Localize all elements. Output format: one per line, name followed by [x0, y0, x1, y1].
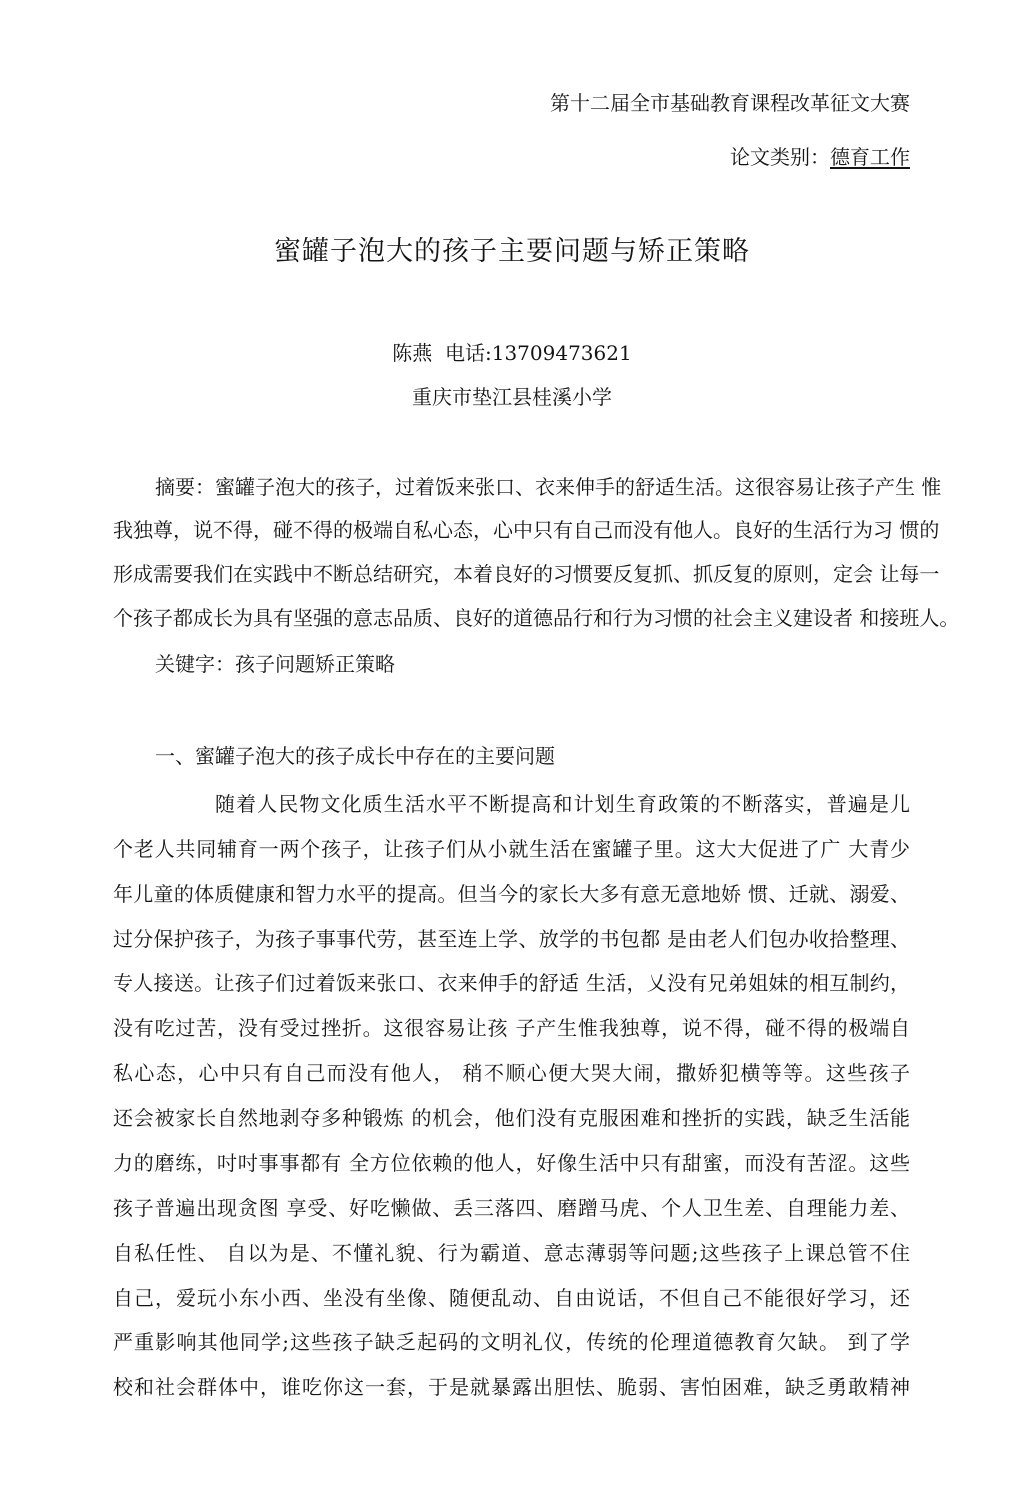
- section-heading: 一、蜜罐子泡大的孩子成长中存在的主要问题: [155, 744, 555, 768]
- paragraph-line: 个老人共同辅育一两个孩子，让孩子们从小就生活在蜜罐子里。这大大促进了广 大青少: [113, 837, 910, 861]
- author-name: 陈燕: [392, 341, 433, 365]
- author-line: [0, 340, 1024, 366]
- paragraph-line: 过分保护孩子，为孩子事事代劳，甚至连上学、放学的书包都 是由老人们包办收拾整理、: [113, 927, 910, 951]
- school-name: 重庆市垫江县桂溪小学: [412, 385, 612, 409]
- paragraph-line: 私心态，心中只有自己而没有他人， 稍不顺心便大哭大闹，撒娇犯横等等。这些孩子: [113, 1061, 910, 1085]
- paragraph-line: 自己，爱玩小东小西、坐没有坐像、随便乱动、自由说话，不但自己不能很好学习，还: [113, 1286, 910, 1310]
- paragraph-line: 随着人民物文化质生活水平不断提高和计划生育政策的不断落实，普遍是儿: [215, 792, 910, 816]
- abstract-line: 摘要：蜜罐子泡大的孩子，过着饭来张口、衣来伸手的舒适生活。这很容易让孩子产生 惟: [155, 475, 942, 499]
- paragraph-line: 专人接送。让孩子们过着饭来张口、衣来伸手的舒适 生活，乂没有兄弟姐妹的相互制约，: [113, 971, 910, 995]
- abstract-line: 我独尊，说不得，碰不得的极端自私心态，心中只有自己而没有他人。良好的生活行为习 惯的: [113, 518, 940, 542]
- paper-title: 蜜罐子泡大的孩子主要问题与矫正策略: [274, 236, 750, 267]
- paragraph-line: 年儿童的体质健康和智力水平的提高。但当今的家长大多有意无意地娇 惯、迁就、溺爱、: [113, 882, 910, 906]
- phone-number: 13709473621: [491, 341, 632, 365]
- paragraph-line: 校和社会群体中，谁吃你这一套，于是就暴露出胆怯、脆弱、害怕困难，缺乏勇敢精神: [113, 1375, 910, 1399]
- paragraph-line: 自私任性、 自以为是、不懂礼貌、行为霸道、意志薄弱等问题;这些孩子上课总管不住: [113, 1241, 910, 1265]
- paragraph-line: 还会被家长自然地剥夺多种锻炼 的机会，他们没有克服困难和挫折的实践，缺乏生活能: [113, 1106, 910, 1130]
- phone-label: 电话:: [444, 341, 492, 365]
- category-value: 德育工作: [830, 145, 910, 169]
- paragraph-line: 孩子普遍出现贪图 享受、好吃懒做、丢三落四、磨蹭马虎、个人卫生差、自理能力差、: [113, 1196, 910, 1220]
- contest-name: 第十二届全市基础教育课程改革征文大赛: [550, 91, 910, 115]
- category-label: 论文类别：: [730, 145, 830, 169]
- paragraph-line: 严重影响其他同学;这些孩子缺乏起码的文明礼仪，传统的伦理道德教育欠缺。 到了学: [113, 1330, 910, 1354]
- keywords: 关键字：孩子问题矫正策略: [155, 652, 395, 676]
- abstract-line: 形成需要我们在实践中不断总结研究，本着良好的习惯要反复抓、抓反复的原则，定会 让每一: [113, 562, 940, 586]
- paper-category: [730, 144, 910, 170]
- abstract-line: 个孩子都成长为具有坚强的意志品质、良好的道德品行和行为习惯的社会主义建设者 和接班人。: [113, 606, 960, 630]
- paragraph-line: 没有吃过苦，没有受过挫折。这很容易让孩 子产生惟我独尊，说不得，碰不得的极端自: [113, 1016, 910, 1040]
- paragraph-line: 力的磨练，吋吋事事都有 全方位依赖的他人，好像生活中只有甜蜜，而没有苦涩。这些: [113, 1151, 910, 1175]
